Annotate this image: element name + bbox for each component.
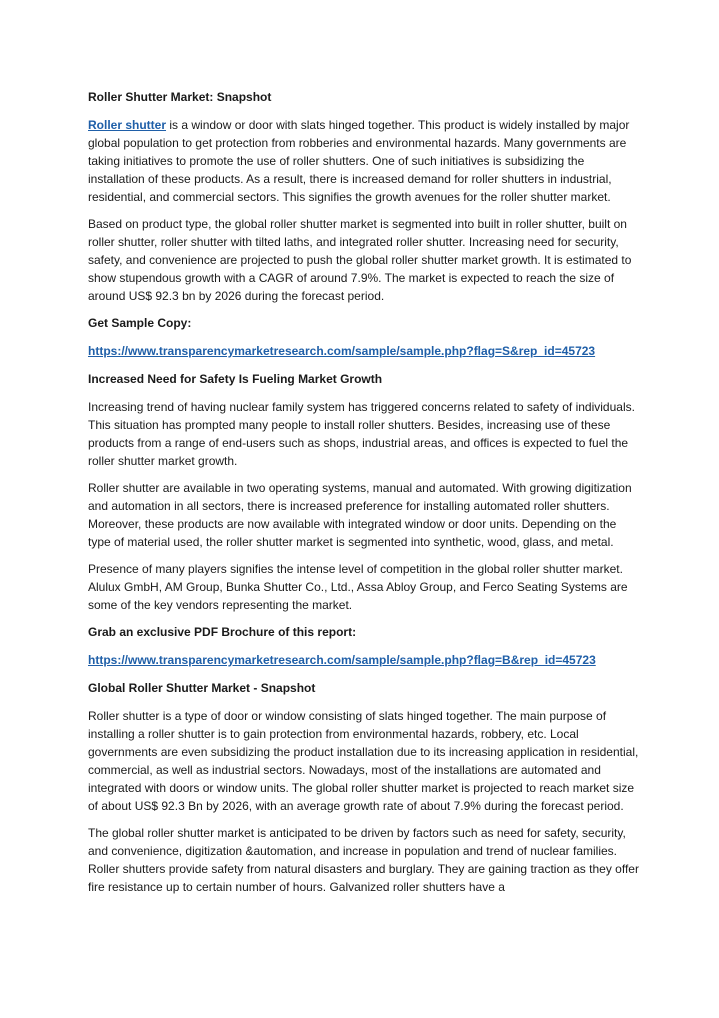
intro-text: is a window or door with slats hinged together. This product is widely installed by major global population to get protection from robberies and environmental hazards. Many governments are taking initiatives to promote the use of roller shutters. One of such initiatives is subsidizing the installation of these products. As a result, there is increased demand for roller shutters in industrial, residential, and commercial sectors. This signifies the growth avenues for the roller shutter market. [88, 118, 630, 204]
page-title: Roller Shutter Market: Snapshot [88, 90, 272, 104]
paragraph-competition: Presence of many players signifies the intense level of competition in the global roller shutter market. Alulux GmbH, AM Group, Bunka Shutter Co., Ltd., Assa Abloy Group, and Ferco Seating Systems are some of the key vendors representing the market. [88, 562, 628, 612]
intro-paragraph [88, 116, 639, 206]
paragraph-market-drivers: The global roller shutter market is anticipated to be driven by factors such as need for safety, security, and convenience, digitization &automation, and increase in population and trend of nuclear families. Roller shutters provide safety from natural disasters and burglary. They are gaining traction as they offer fire resistance up to certain number of hours. Galvanized roller shutters have a [88, 826, 639, 894]
global-snapshot-heading: Global Roller Shutter Market - Snapshot [88, 681, 316, 695]
sample-copy-heading: Get Sample Copy: [88, 316, 192, 330]
safety-heading: Increased Need for Safety Is Fueling Market Growth [88, 372, 383, 386]
roller-shutter-link[interactable]: Roller shutter [88, 118, 167, 132]
brochure-heading: Grab an exclusive PDF Brochure of this report: [88, 625, 357, 639]
paragraph-product-type: Based on product type, the global roller shutter market is segmented into built in roller shutter, built on roller shutter, roller shutter with tilted laths, and integrated roller shutter. Increasing need for security, safety, and convenience are projected to push the global roller shutter market growth. It is estimated to show stupendous growth with a CAGR of around 7.9%. The market is expected to reach the size of around US$ 92.3 bn by 2026 during the forecast period. [88, 217, 632, 303]
paragraph-nuclear-family: Increasing trend of having nuclear family system has triggered concerns related to safety of individuals. This situation has prompted many people to install roller shutters. Besides, increasing use of these products from a range of end-users such as shops, industrial areas, and offices is expected to fuel the roller shutter market growth. [88, 400, 635, 468]
paragraph-global-snapshot: Roller shutter is a type of door or window consisting of slats hinged together. The main purpose of installing a roller shutter is to gain protection from environmental hazards, robbery, etc. Local governments are even subsidizing the product installation due to its increasing application in residential, commercial, as well as industrial sectors. Nowadays, most of the installations are automated and integrated with doors or window units. The global roller shutter market is projected to reach market size of about US$ 92.3 Bn by 2026, with an average growth rate of about 7.9% during the forecast period. [88, 709, 639, 813]
brochure-link[interactable]: https://www.transparencymarketresearch.com/sample/sample.php?flag=B&rep_id=45723 [88, 653, 596, 667]
paragraph-operating-systems: Roller shutter are available in two operating systems, manual and automated. With growing digitization and automation in all sectors, there is increased preference for installing automated roller shutters. Moreover, these products are now available with integrated window or door units. Depending on the type of material used, the roller shutter market is segmented into synthetic, wood, glass, and metal. [88, 481, 632, 549]
sample-copy-link[interactable]: https://www.transparencymarketresearch.com/sample/sample.php?flag=S&rep_id=45723 [88, 344, 596, 358]
